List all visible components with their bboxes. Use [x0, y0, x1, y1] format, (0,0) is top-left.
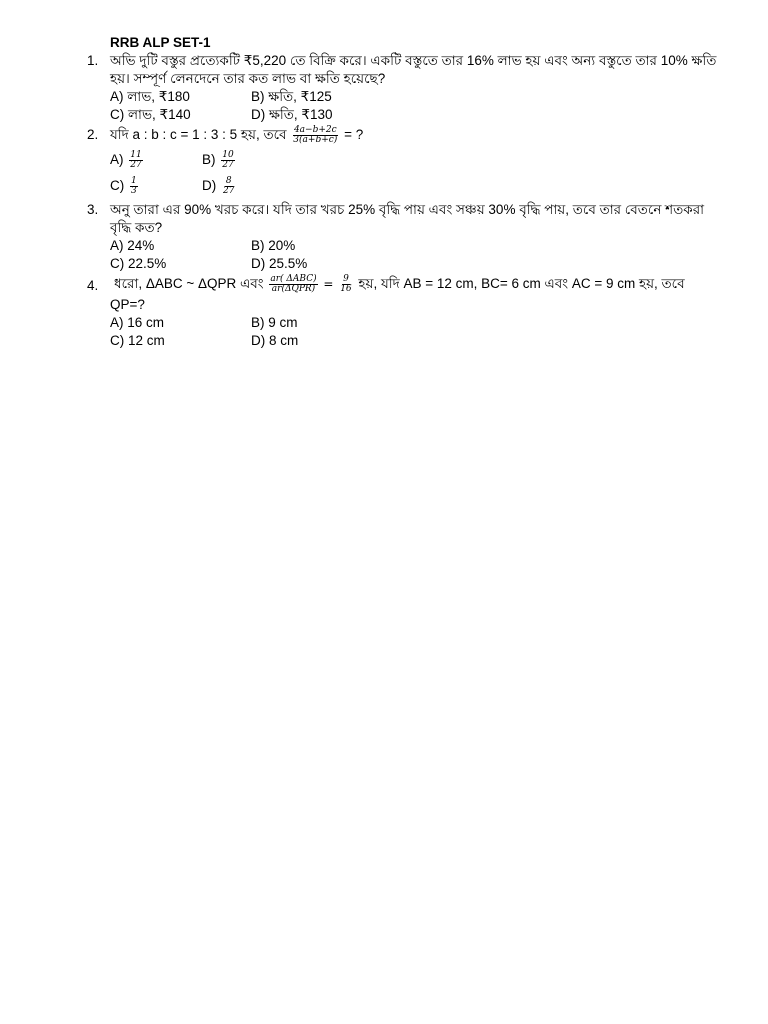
fraction-denominator: 3(a+b+c): [293, 135, 338, 145]
option-numerator: 11: [130, 150, 142, 160]
option-denominator: 27: [223, 186, 235, 196]
question-1: [87, 52, 727, 124]
option-numerator: 1: [131, 176, 137, 186]
fraction-denominator: ar(ΔQPR): [271, 284, 316, 294]
question-text-line2: QP=?: [110, 297, 145, 312]
options: [110, 237, 727, 273]
fraction-area-ratio: [269, 275, 317, 294]
fraction-numerator: ar( ΔABC): [270, 274, 317, 284]
option-a: A) লাভ, ₹180: [110, 89, 190, 104]
question-number: 2.: [87, 127, 99, 142]
options: [110, 88, 727, 124]
options: [110, 314, 727, 350]
question-text-before: ধরো, ΔABC ~ ΔQPR এবং: [114, 276, 264, 292]
question-4: [87, 275, 727, 350]
question-number: 4.: [87, 278, 99, 293]
fraction-expression: [292, 126, 338, 145]
fraction-denominator: 16: [340, 284, 352, 294]
fraction-numerator: 4a−b+2c: [293, 125, 337, 135]
option-d: D) 8 cm: [251, 333, 299, 348]
option-numerator: 10: [222, 150, 234, 160]
option-label: B): [202, 152, 216, 168]
fraction-numerator: 9: [343, 274, 349, 284]
question-number: 3.: [87, 202, 99, 217]
option-a: A) 24%: [110, 238, 155, 253]
option-c: [110, 177, 202, 203]
question-text: অনু তারা এর 90% খরচ করে। যদি তার খরচ 25% বৃদ্ধি পায় এবং সঞ্চয় 30% বৃদ্ধি পায়, তবে তার বেতনে শতকরা বৃদ্ধি কত?: [110, 202, 705, 235]
question-2: [87, 126, 727, 203]
option-denominator: 3: [131, 186, 137, 196]
question-number: 1.: [87, 53, 99, 68]
option-a: A) 16 cm: [110, 315, 165, 330]
option-numerator: 8: [225, 176, 232, 186]
option-label: D): [202, 178, 217, 194]
option-d: D) 25.5%: [251, 256, 308, 271]
question-text: [114, 275, 727, 294]
equals-sign: =: [323, 277, 334, 292]
question-3: [87, 201, 727, 273]
option-b: B) ক্ষতি, ₹125: [251, 89, 332, 104]
fraction-value: [339, 275, 352, 294]
option-denominator: 27: [222, 160, 234, 170]
option-b: B) 9 cm: [251, 315, 298, 330]
option-label: C): [110, 178, 125, 194]
option-d: [202, 177, 343, 203]
question-text: [110, 126, 727, 145]
option-c: C) 22.5%: [110, 256, 167, 271]
option-d: D) ক্ষতি, ₹130: [251, 107, 333, 122]
option-a: [110, 151, 202, 177]
option-denominator: 27: [130, 160, 142, 170]
question-text: অভি দুটি বস্তুর প্রত্যেকটি ₹5,220 তে বিক্রি করে। একটি বস্তুতে তার 16% লাভ হয় এবং অন্য বস্তুতে তার 10% ক্ষতি হয়। সম্পূর্ণ লেনদেনে তার কত লাভ বা ক্ষতি হয়েছে?: [110, 53, 717, 86]
option-b: B) 20%: [251, 238, 296, 253]
option-c: C) 12 cm: [110, 333, 165, 348]
options: [110, 151, 727, 203]
question-text-after: = ?: [344, 127, 364, 143]
question-text-after: হয়, যদি AB = 12 cm, BC= 6 cm এবং AC = 9 cm হয়, তবে: [358, 276, 685, 292]
document-title: RRB ALP SET-1: [110, 35, 211, 50]
option-b: [202, 151, 343, 177]
option-label: A): [110, 152, 124, 168]
option-c: C) লাভ, ₹140: [110, 107, 191, 122]
question-text-before: যদি a : b : c = 1 : 3 : 5 হয়, তবে: [110, 127, 287, 143]
